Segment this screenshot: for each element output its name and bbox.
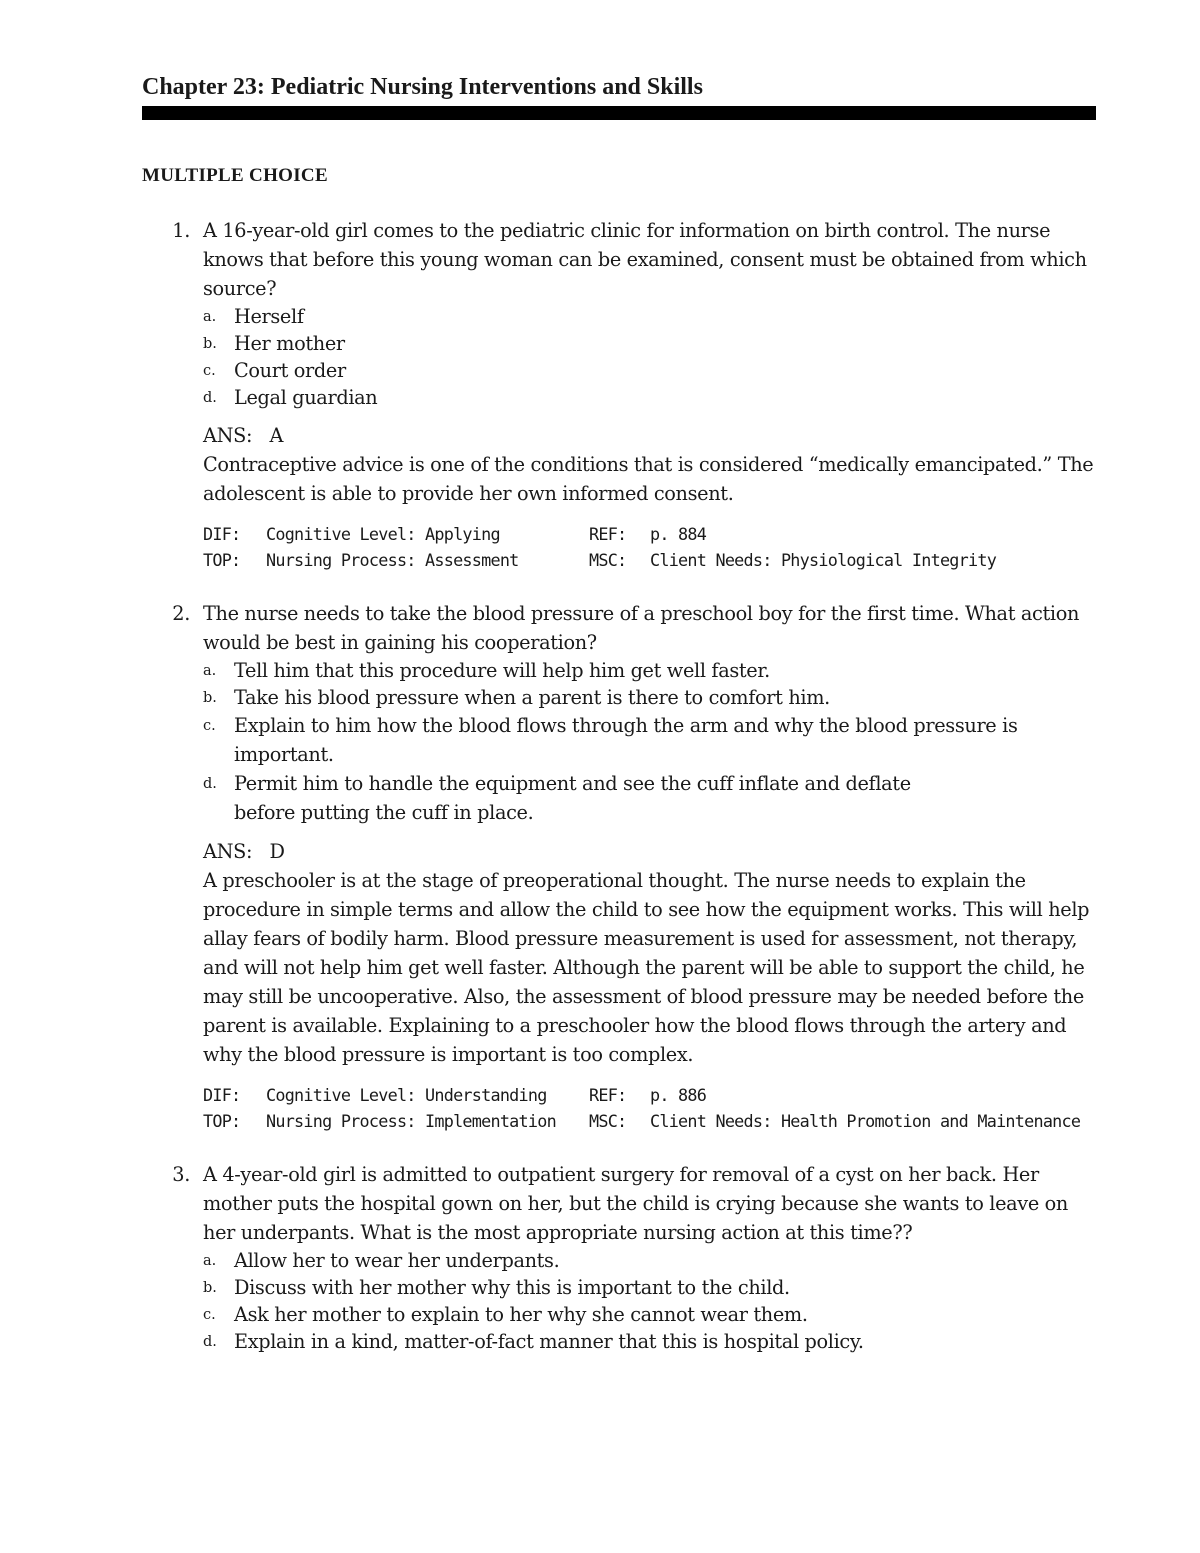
msc-value: Client Needs: Physiological Integrity [650, 550, 997, 570]
msc-label: MSC: [589, 1111, 627, 1131]
option-letter: b. [203, 690, 217, 706]
question-3 [142, 1160, 1096, 1355]
question-stem: The nurse needs to take the blood pressure of a preschool boy for the first time. What action would be best in gaining his cooperation? [203, 602, 1080, 654]
answer-block [203, 421, 1096, 508]
option-letter: d. [203, 1334, 217, 1350]
document-page [142, 70, 1096, 1355]
answer-line [203, 421, 1096, 450]
option-letter: a. [203, 309, 217, 325]
option-text: Herself [234, 305, 304, 328]
dif-label: DIF: [203, 524, 241, 544]
answer-block [203, 837, 1096, 1069]
answer-line [203, 837, 1096, 866]
answer-options [203, 657, 1096, 827]
answer-label: ANS: [203, 424, 253, 447]
option-text: Tell him that this procedure will help him get well faster. [234, 659, 770, 682]
question-stem: A 4-year-old girl is admitted to outpatient surgery for removal of a cyst on her back. Her mother puts the hospital gown on her, but the child is crying because she wants to leave on her underpants. What is the most appropriate nursing action at this time?? [203, 1163, 1068, 1244]
option-text: Her mother [234, 332, 345, 355]
question-stem: A 16-year-old girl comes to the pediatric clinic for information on birth control. The nurse knows that before this young woman can be examined, consent must be obtained from which source? [203, 219, 1087, 300]
option-text: Explain in a kind, matter-of-fact manner that this is hospital policy. [234, 1330, 864, 1353]
answer-options [203, 1247, 1096, 1355]
option-letter: a. [203, 1253, 217, 1269]
option-letter: c. [203, 1307, 216, 1323]
option-d [203, 384, 1096, 411]
option-d [203, 769, 1096, 827]
dif-label: DIF: [203, 1085, 241, 1105]
rationale: Contraceptive advice is one of the conditions that is considered “medically emancipated.” The adolescent is able to provide her own informed consent. [203, 453, 1094, 505]
ref-value: p. 886 [650, 1085, 707, 1105]
option-letter: a. [203, 663, 217, 679]
section-title: MULTIPLE CHOICE [142, 165, 328, 186]
rationale: A preschooler is at the stage of preoperational thought. The nurse needs to explain the procedure in simple terms and allow the child to see how the equipment works. This will help allay fears of bodily harm. Blood pressure measurement is used for assessment, not therapy, and will not help him get well faster. Although the parent will be able to support the child, he may still be uncooperative. Also, the assessment of blood pressure may be needed before the parent is available. Explaining to a preschooler how the blood flows through the artery and why the blood pressure is important is too complex. [203, 869, 1090, 1066]
question-number: 1. [172, 219, 190, 242]
title-rule [142, 106, 1096, 120]
ref-label: REF: [589, 1085, 627, 1105]
option-text: Court order [234, 359, 346, 382]
meta-row-top-msc [203, 547, 1096, 573]
msc-value: Client Needs: Health Promotion and Maintenance [650, 1111, 1081, 1131]
top-value: Nursing Process: Implementation [266, 1111, 556, 1131]
option-a [203, 657, 1096, 684]
top-label: TOP: [203, 1111, 241, 1131]
option-text: Legal guardian [234, 386, 378, 409]
meta-row-top-msc [203, 1108, 1096, 1134]
option-c [203, 711, 1096, 769]
option-a [203, 1247, 1096, 1274]
option-text: Ask her mother to explain to her why she cannot wear them. [234, 1303, 808, 1326]
question-1 [142, 216, 1096, 573]
option-b [203, 1274, 1096, 1301]
option-text: Discuss with her mother why this is important to the child. [234, 1276, 790, 1299]
meta-row-dif-ref [203, 521, 1096, 547]
answer-label: ANS: [203, 840, 253, 863]
option-text: Explain to him how the blood flows through the arm and why the blood pressure is important. [234, 714, 1018, 766]
dif-value: Cognitive Level: Applying [266, 524, 500, 544]
question-2 [142, 599, 1096, 1134]
top-label: TOP: [203, 550, 241, 570]
option-c [203, 357, 1096, 384]
option-letter: b. [203, 1280, 217, 1296]
option-text: Permit him to handle the equipment and see the cuff inflate and deflate before putting the cuff in place. [234, 772, 911, 824]
question-meta [203, 1082, 1096, 1134]
option-c [203, 1301, 1096, 1328]
option-text: Allow her to wear her underpants. [234, 1249, 560, 1272]
option-letter: c. [203, 363, 216, 379]
question-number: 3. [172, 1163, 190, 1186]
option-a [203, 303, 1096, 330]
answer-value: A [269, 424, 284, 447]
msc-label: MSC: [589, 550, 627, 570]
option-text: Take his blood pressure when a parent is there to comfort him. [234, 686, 830, 709]
ref-value: p. 884 [650, 524, 707, 544]
question-meta [203, 521, 1096, 573]
top-value: Nursing Process: Assessment [266, 550, 519, 570]
option-letter: c. [203, 718, 216, 734]
option-b [203, 684, 1096, 711]
answer-value: D [269, 840, 285, 863]
option-d [203, 1328, 1096, 1355]
option-b [203, 330, 1096, 357]
dif-value: Cognitive Level: Understanding [266, 1085, 547, 1105]
ref-label: REF: [589, 524, 627, 544]
option-letter: b. [203, 336, 217, 352]
chapter-title: Chapter 23: Pediatric Nursing Interventions and Skills [142, 74, 703, 100]
question-number: 2. [172, 602, 190, 625]
answer-options [203, 303, 1096, 411]
option-letter: d. [203, 776, 217, 792]
option-letter: d. [203, 390, 217, 406]
meta-row-dif-ref [203, 1082, 1096, 1108]
